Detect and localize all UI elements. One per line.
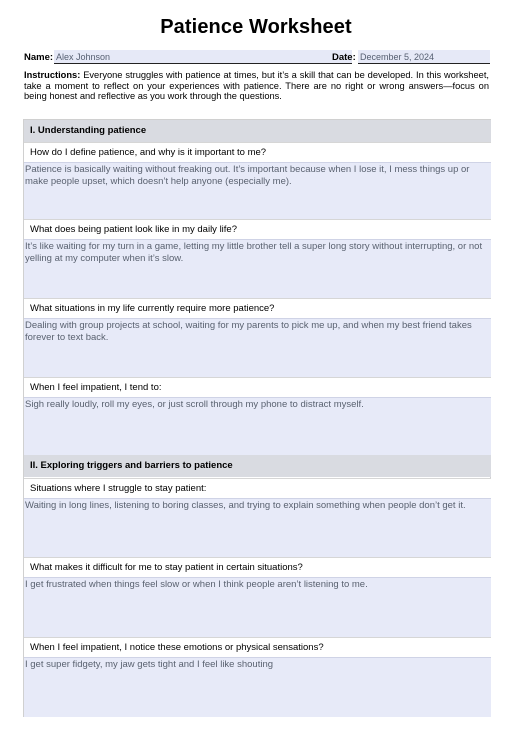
instructions-text: Everyone struggles with patience at times, but it’s a skill that can be developed. In this worksheet, take a moment to reflect on your experiences with patience. There are no right or wrong answers—focus on being honest and reflective as you work through the questions. bbox=[24, 70, 489, 102]
answer-field[interactable]: It’s like waiting for my turn in a game, letting my little brother tell a super long story without interrupting, or not yelling at my computer when it’s slow. bbox=[24, 239, 491, 298]
date-field[interactable]: December 5, 2024 bbox=[358, 50, 490, 64]
instructions-label: Instructions: bbox=[24, 70, 81, 80]
answer-field[interactable]: Waiting in long lines, listening to boring classes, and trying to explain something when people don’t get it. bbox=[24, 498, 491, 557]
name-row bbox=[24, 50, 330, 64]
worksheet-title: Patience Worksheet bbox=[160, 16, 352, 38]
question-label: What makes it difficult for me to stay patient in certain situations? bbox=[24, 557, 491, 577]
answer-field[interactable]: I get frustrated when things feel slow or when I think people aren’t listening to me. bbox=[24, 577, 491, 637]
name-label: Name: bbox=[24, 52, 54, 63]
date-label: Date: bbox=[332, 52, 356, 63]
instructions bbox=[24, 70, 489, 102]
answer-field[interactable]: Dealing with group projects at school, waiting for my parents to pick me up, and when my best friend takes forever to text back. bbox=[24, 318, 491, 377]
section-header: II. Exploring triggers and barriers to patience bbox=[24, 455, 491, 477]
answer-field[interactable]: I get super fidgety, my jaw gets tight and I feel like shouting bbox=[24, 657, 491, 717]
name-field[interactable]: Alex Johnson bbox=[54, 50, 352, 64]
question-label: How do I define patience, and why is it important to me? bbox=[24, 142, 491, 162]
question-label: Situations where I struggle to stay patient: bbox=[24, 478, 491, 498]
question-label: When I feel impatient, I notice these emotions or physical sensations? bbox=[24, 637, 491, 657]
question-label: What situations in my life currently require more patience? bbox=[24, 298, 491, 318]
section-header: I. Understanding patience bbox=[24, 120, 491, 142]
question-label: When I feel impatient, I tend to: bbox=[24, 377, 491, 397]
answer-field[interactable]: Patience is basically waiting without freaking out. It’s important because when I lose it, I mess things up or make people upset, which doesn’t help anyone (especially me). bbox=[24, 162, 491, 219]
answer-field[interactable]: Sigh really loudly, roll my eyes, or just scroll through my phone to distract myself. bbox=[24, 397, 491, 455]
date-row bbox=[332, 50, 490, 64]
question-label: What does being patient look like in my daily life? bbox=[24, 219, 491, 239]
